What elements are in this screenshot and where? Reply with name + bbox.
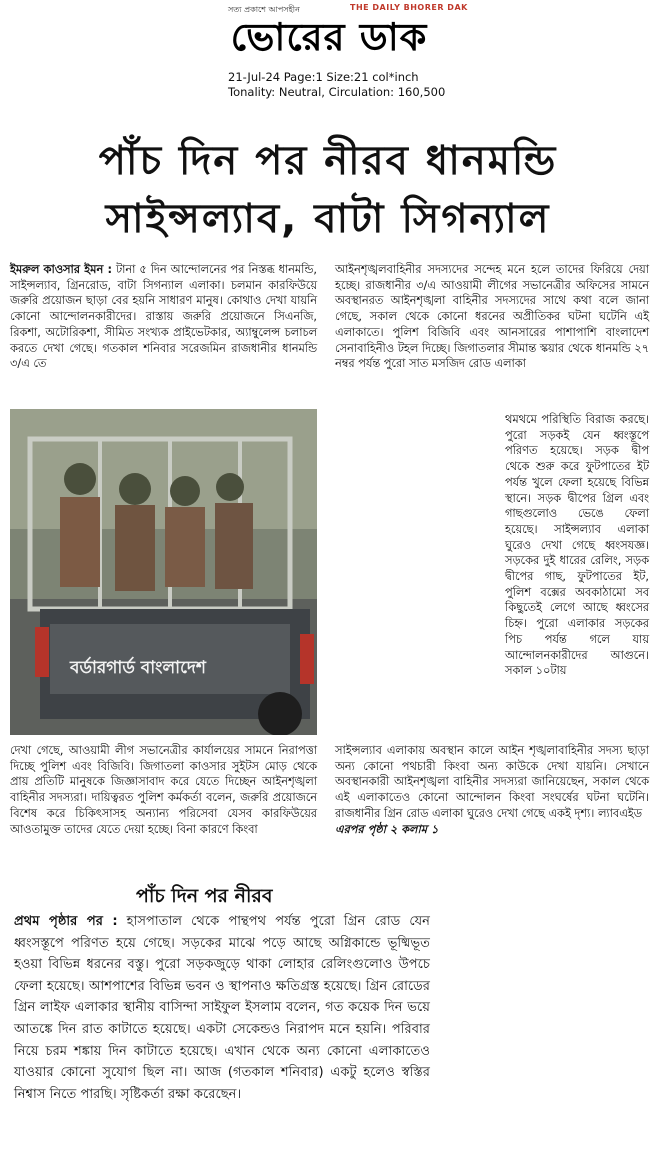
article-left-bottom: দেখা গেছে, আওয়ামী লীগ সভানেত্রীর কার্যালয়ের সামনে নিরাপত্তা দিচ্ছে পুলিশ এবং বিজিবি। জিগাতলা কাওসার সুইটস মোড় থেকে প্রায় প্রতিটি মানুষকে জিজ্ঞাসাবাদ করে যেতে দিচ্ছেন আইনশৃঙ্খলা বাহিনীর সদস্যরা। দায়িত্বরত পুলিশ কর্মকর্তা বলেন, জরুরি প্রয়োজনে বিশেষ করে চিকিৎসাসহ অন্যান্য পরিসেবা যেসব কারফিউয়ের আওতামুক্ত তাদের যেতে দেয়া হচ্ছে। বিনা কারণে কিংবা: [10, 744, 317, 836]
clipping-meta-tonality: Tonality: Neutral, Circulation: 160,500: [228, 85, 446, 99]
article-right-narrow: থমথমে পরিস্থিতি বিরাজ করছে। পুরো সড়কই যেন ধ্বংস্তূপে পরিণত হয়েছে। সড়ক দ্বীপ থেকে শুরু করে ফুটপাতের ইট পর্যন্ত খুলে ফেলা হয়েছে বিভিন্ন স্থানে। সড়ক দ্বীপের গ্রিল এবং গাছগুলোও ভেঙে ফেলা হয়েছে। সাইন্সল্যাব এলাকা ঘুরেও দেখা গেছে ধ্বংসযজ্ঞ। সড়কের দুই ধারের রেলিং, সড়ক দ্বীপের গাছ, ফুটপাতের ইট, পুলিশ বক্সের অবকাঠামো সব কিছুতেই লেগে আছে ধ্বংসের চিহ্ন। পুরো এলাকার সড়কের পিচ পর্যন্ত গলে যায় আন্দোলনকারীদের আগুনে। সকাল ১০টায়: [505, 413, 649, 678]
byline: ইমরুল কাওসার ইমন :: [10, 263, 113, 276]
continuation-body: [14, 911, 430, 1105]
masthead-english-name: THE DAILY BHORER DAK: [350, 3, 468, 12]
bgb-vehicle-photo: [10, 409, 317, 735]
continuation-subhead: পাঁচ দিন পর নীরব: [136, 885, 273, 907]
article-left-top: [10, 262, 317, 372]
headline-line-2: সাইন্সল্যাব, বাটা সিগন্যাল: [105, 196, 551, 242]
article-right-bottom: [335, 743, 649, 837]
article-left-top-text: টানা ৫ দিন আন্দোলনের পর নিস্তব্ধ ধানমন্ডি, সাইন্সল্যাব, গ্রিনরোড, বাটা সিগন্যাল এলাকা। চলমান কারফিউয়ে জরুরি প্রয়োজন ছাড়া বের হয়নি সাধারণ মানুষ। কোথাও দেখা যায়নি কোনো আন্দোলনকারীদের। রাস্তায় জরুরি প্রয়োজনে সিএনজি, রিকশা, অটোরিকশা, সীমিত সংখ্যক প্রাইভেটকার, অ্যাম্বুলেন্স চলাচল করতে দেখা গেছে। গতকাল শনিবার সরেজমিন রাজধানীর ধানমন্ডি ৩/এ তে: [10, 263, 317, 371]
article-right-bottom-text: সাইন্সল্যাব এলাকায় অবস্থান কালে আইন শৃঙ্খলাবাহিনীর সদস্য ছাড়া অন্য কোনো পথচারী কিংবা অন্য কাউকে দেখা যায়নি। সেখানে অবস্থানকারী আইনশৃঙ্খলা বাহিনীর সদস্যরা জানিয়েছেন, সকাল থেকে এই এলাকাতেও কোনো আন্দোলন কিংবা সংঘর্ষের ঘটনা ঘটেনি। রাজধানীর গ্রিন রোড এলাকা ঘুরেও দেখা গেছে একই দৃশ্য। ল্যাবএইড: [335, 744, 649, 820]
continuation-lead: প্রথম পৃষ্ঠার পর :: [14, 914, 118, 929]
continuation-text: হাসপাতাল থেকে পান্থপথ পর্যন্ত পুরো গ্রিন রোড যেন ধ্বংসস্তূপে পরিণত হয়ে গেছে। সড়কের মাঝে পড়ে আছে অগ্নিকান্ডে ভূষ্মিভূত হওয়া বিভিন্ন ধরনের বস্তু। পুরো সড়কজুড়ে থাকা লোহার রেলিংগুলোও উপচে ফেলা হয়েছে। আশপাশের বিভিন্ন ভবন ও স্থাপনাও ক্ষতিগ্রস্ত হয়েছে। গ্রিন রোডের গ্রিন লাইফ এলাকার স্থানীয় বাসিন্দা সাইফুল ইসলাম বলেন, গত কয়েক দিন ভয়ে আতঙ্কে দিন রাত কাটাতে হয়েছে। একটা সেকেন্ডও নিরাপদ মনে হয়নি। পরিবার নিয়ে চরম শঙ্কায় দিন কাটাতে হয়েছে। এখান থেকে অন্য কোনো এলাকাতেও যাওয়ার কোনো সুযোগ ছিল না। আজ (গতকাল শনিবার) একটু হলেও স্বস্তির নিশ্বাস নিতে পারছি। সৃষ্টিকর্তা রক্ষা করেছেন।: [14, 914, 430, 1102]
article-right-top: আইনশৃঙ্খলবাহিনীর সদস্যদের সন্দেহ মনে হলে তাদের ফিরিয়ে দেয়া হচ্ছে। রাজধানীর ৩/এ আওয়ামী লীগের সভানেত্রীর অফিসের সামনে অবস্থানরত আইনশৃঙ্খলা বাহিনীর সদস্যদের সাথে কথা বলে জানা গেছে, সকাল থেকে কোনো ধরনের অপ্রীতিকর ঘটনা ঘটেনি এই এলাকাতে। পুলিশ বিজিবি এবং আনসারের পাশাপাশি বাংলাদেশ সেনাবাহিনীও টহল দিচ্ছে। জিগাতলার সীমান্ত স্কয়ার থেকে ধানমন্ডি ২৭ নম্বর পর্যন্ত পুরো সাত মসজিদ রোড এলাকা: [335, 263, 649, 371]
newspaper-logo: ভোরের ডাক: [230, 14, 428, 59]
headline-line-1: পাঁচ দিন পর নীরব ধানমন্ডি: [98, 138, 558, 184]
news-photo: [10, 409, 317, 735]
clipping-meta-date: 21-Jul-24 Page:1 Size:21 col*inch: [228, 70, 419, 84]
masthead-tagline: সত্য প্রকাশে আপসহীন: [228, 5, 300, 14]
vehicle-label: বর্ডারগার্ড বাংলাদেশ: [70, 658, 206, 678]
continued-note: এরপর পৃষ্ঠা ২ কলাম ১: [335, 822, 439, 836]
